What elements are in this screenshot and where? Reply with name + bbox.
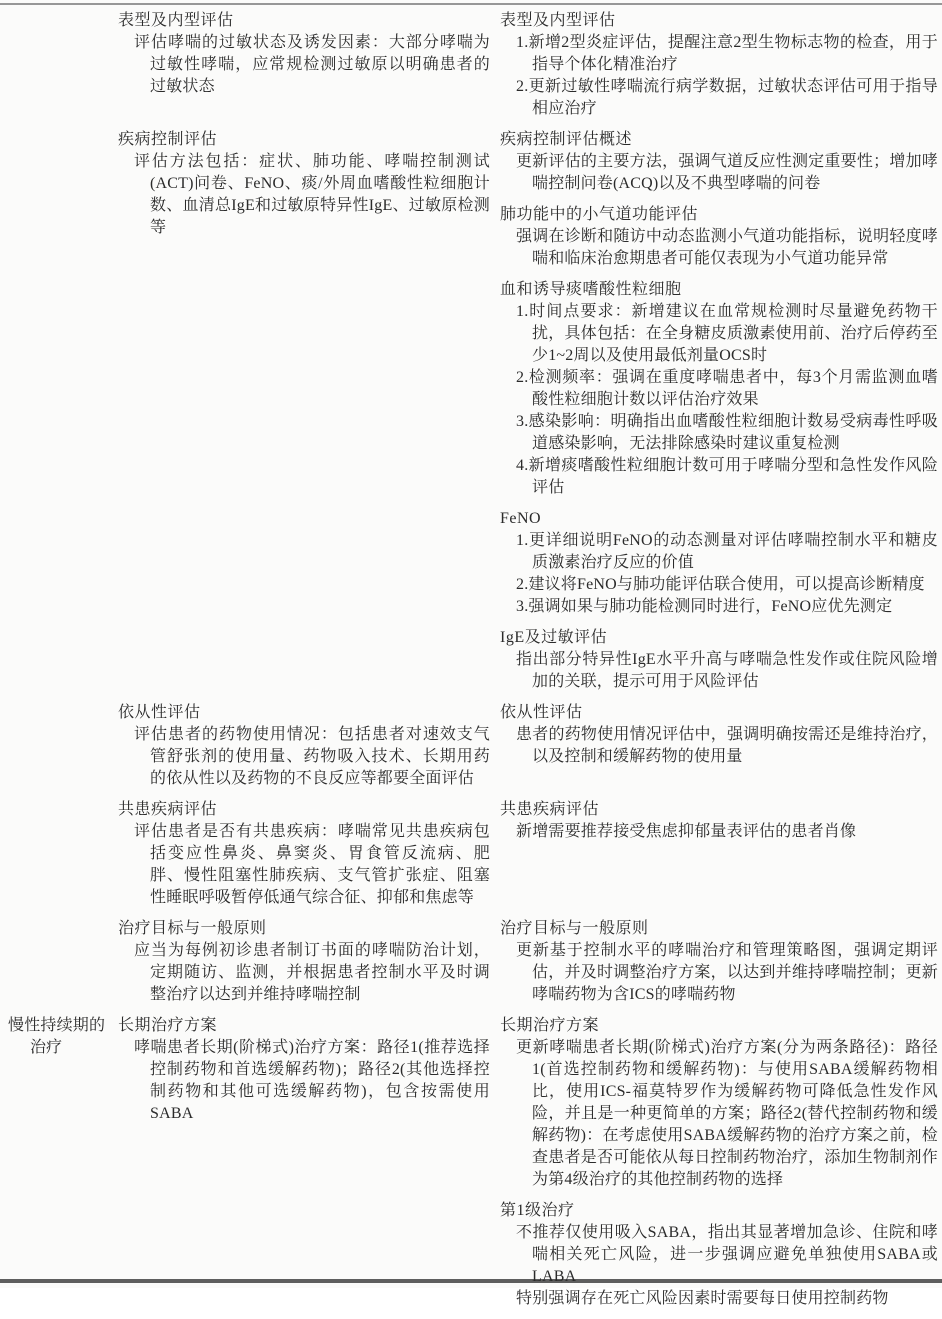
- section: [500, 1200, 938, 1310]
- row-label-text: 慢性持续期的: [8, 1017, 105, 1034]
- table-row: [0, 799, 938, 918]
- section-paragraph: 更新评估的主要方法，强调气道反应性测定重要性；增加哮喘控制问卷(ACQ)以及不典型哮喘的问卷: [516, 153, 938, 192]
- new-version-cell: [498, 702, 938, 777]
- section-paragraph: 3.强调如果与肺功能检测同时进行，FeNO应优先测定: [516, 598, 893, 615]
- old-version-cell: [118, 129, 498, 248]
- section-title: FeNO: [500, 510, 542, 527]
- section-paragraph: 评估方法包括：症状、肺功能、哮喘控制测试(ACT)问卷、FeNO、痰/外周血嗜酸性粒细胞计数、血清总IgE和过敏原特异性IgE、过敏原检测等: [134, 153, 490, 236]
- section-paragraph: 1.新增2型炎症评估，提醒注意2型生物标志物的检查，用于指导个体化精准治疗: [516, 34, 938, 73]
- section: [118, 702, 490, 790]
- section-title: 疾病控制评估: [118, 131, 218, 148]
- section-paragraph: 评估患者是否有共患疾病：哮喘常见共患疾病包括变应性鼻炎、鼻窦炎、胃食管反流病、肥胖、慢性阻塞性肺疾病、支气管扩张症、阻塞性睡眠呼吸暂停低通气综合征、抑郁和焦虑等: [134, 823, 490, 906]
- section-title: IgE及过敏评估: [500, 629, 608, 646]
- section: [500, 1015, 938, 1191]
- table-row: [0, 918, 938, 1015]
- section: [118, 799, 490, 909]
- section-title: 长期治疗方案: [500, 1017, 600, 1034]
- row-label: [0, 1015, 118, 1059]
- section-title: 表型及内型评估: [118, 12, 234, 29]
- new-version-cell: [498, 918, 938, 1015]
- section: [500, 799, 938, 843]
- table-row: [0, 1015, 938, 1319]
- section-paragraph: 评估哮喘的过敏状态及诱发因素：大部分哮喘为过敏性哮喘，应常规检测过敏原以明确患者的过敏状态: [134, 34, 490, 95]
- old-version-cell: [118, 799, 498, 918]
- section: [500, 129, 938, 195]
- section: [500, 204, 938, 270]
- section-title: 共患疾病评估: [500, 801, 600, 818]
- section-title: 治疗目标与一般原则: [118, 920, 267, 937]
- table-row: [0, 702, 938, 799]
- section-paragraph: 新增需要推荐接受焦虑抑郁量表评估的患者肖像: [516, 823, 857, 840]
- section-title: 治疗目标与一般原则: [500, 920, 649, 937]
- table-row: [0, 10, 938, 129]
- section-title: 依从性评估: [118, 704, 201, 721]
- section-paragraph: 不推荐仅使用吸入SABA，指出其显著增加急诊、住院和哮喘相关死亡风险，进一步强调应避免单独使用SABA或LABA: [516, 1224, 938, 1285]
- comparison-table: [0, 3, 942, 1307]
- old-version-cell: [118, 10, 498, 107]
- section-title: 肺功能中的小气道功能评估: [500, 206, 699, 223]
- row-label-text: 治疗: [30, 1039, 63, 1056]
- section-paragraph: 1.更详细说明FeNO的动态测量对评估哮喘控制水平和糖皮质激素治疗反应的价值: [516, 532, 938, 571]
- new-version-cell: [498, 10, 938, 129]
- section-title: 表型及内型评估: [500, 12, 616, 29]
- section: [118, 1015, 490, 1125]
- section: [500, 627, 938, 693]
- section: [118, 10, 490, 98]
- section-title: 共患疾病评估: [118, 801, 218, 818]
- section-title: 长期治疗方案: [118, 1017, 218, 1034]
- new-version-cell: [498, 799, 938, 852]
- section: [500, 10, 938, 120]
- section-paragraph: 2.建议将FeNO与肺功能评估联合使用，可以提高诊断精度: [516, 576, 925, 593]
- section-paragraph: 更新哮喘患者长期(阶梯式)治疗方案(分为两条路径)：路径1(首选控制药物和缓解药物)：与使用SABA缓解药物相比，使用ICS-福莫特罗作为缓解药物可降低急性发作风险，并且是一种更简单的方案；路径2(替代控制药物和缓解药物)：在考虑使用SABA缓解药物的治疗方案之前，检查患者是否可能依从每日控制药物治疗，添加生物制剂作为第4级治疗的其他控制药物的选择: [516, 1039, 938, 1188]
- new-version-cell: [498, 129, 938, 702]
- section-title: 第1级治疗: [500, 1202, 575, 1219]
- section: [500, 918, 938, 1006]
- section: [118, 129, 490, 239]
- section-paragraph: 2.检测频率：强调在重度哮喘患者中，每3个月需监测血嗜酸性粒细胞计数以评估治疗效果: [516, 369, 938, 408]
- section: [500, 508, 938, 618]
- section-paragraph: 1.时间点要求：新增建议在血常规检测时尽量避免药物干扰，具体包括：在全身糖皮质激素使用前、治疗后停药至少1~2周以及使用最低剂量OCS时: [516, 303, 938, 364]
- section-paragraph: 4.新增痰嗜酸性粒细胞计数可用于哮喘分型和急性发作风险评估: [516, 457, 938, 496]
- new-version-cell: [498, 1015, 938, 1319]
- section-paragraph: 指出部分特异性IgE水平升高与哮喘急性发作或住院风险增加的关联，提示可用于风险评估: [516, 651, 938, 690]
- old-version-cell: [118, 702, 498, 799]
- section: [118, 918, 490, 1006]
- section-paragraph: 应当为每例初诊患者制订书面的哮喘防治计划，定期随访、监测，并根据患者控制水平及时调整治疗以达到并维持哮喘控制: [134, 942, 490, 1003]
- section: [500, 279, 938, 499]
- section-paragraph: 更新基于控制水平的哮喘治疗和管理策略图，强调定期评估，并及时调整治疗方案，以达到并维持哮喘控制；更新哮喘药物为含ICS的哮喘药物: [516, 942, 938, 1003]
- section-paragraph: 评估患者的药物使用情况：包括患者对速效支气管舒张剂的使用量、药物吸入技术、长期用药的依从性以及药物的不良反应等都要全面评估: [134, 726, 490, 787]
- old-version-cell: [118, 1015, 498, 1134]
- section-title: 依从性评估: [500, 704, 583, 721]
- section-paragraph: 哮喘患者长期(阶梯式)治疗方案：路径1(推荐选择控制药物和首选缓解药物)；路径2(其他选择控制药物和其他可选缓解药物)，包含按需使用SABA: [134, 1039, 490, 1122]
- section-title: 疾病控制评估概述: [500, 131, 633, 148]
- section-paragraph: 3.感染影响：明确指出血嗜酸性粒细胞计数易受病毒性呼吸道感染影响，无法排除感染时建议重复检测: [516, 413, 938, 452]
- section: [500, 702, 938, 768]
- section-title: 血和诱导痰嗜酸性粒细胞: [500, 281, 682, 298]
- section-paragraph: 2.更新过敏性哮喘流行病学数据，过敏状态评估可用于指导相应治疗: [516, 78, 938, 117]
- section-paragraph: 强调在诊断和随访中动态监测小气道功能指标，说明轻度哮喘和临床治愈期患者可能仅表现为小气道功能异常: [516, 228, 938, 267]
- section-paragraph: 患者的药物使用情况评估中，强调明确按需还是维持治疗，以及控制和缓解药物的使用量: [516, 726, 938, 765]
- old-version-cell: [118, 918, 498, 1015]
- table-row: [0, 129, 938, 702]
- section-paragraph: 特别强调存在死亡风险因素时需要每日使用控制药物: [516, 1290, 889, 1307]
